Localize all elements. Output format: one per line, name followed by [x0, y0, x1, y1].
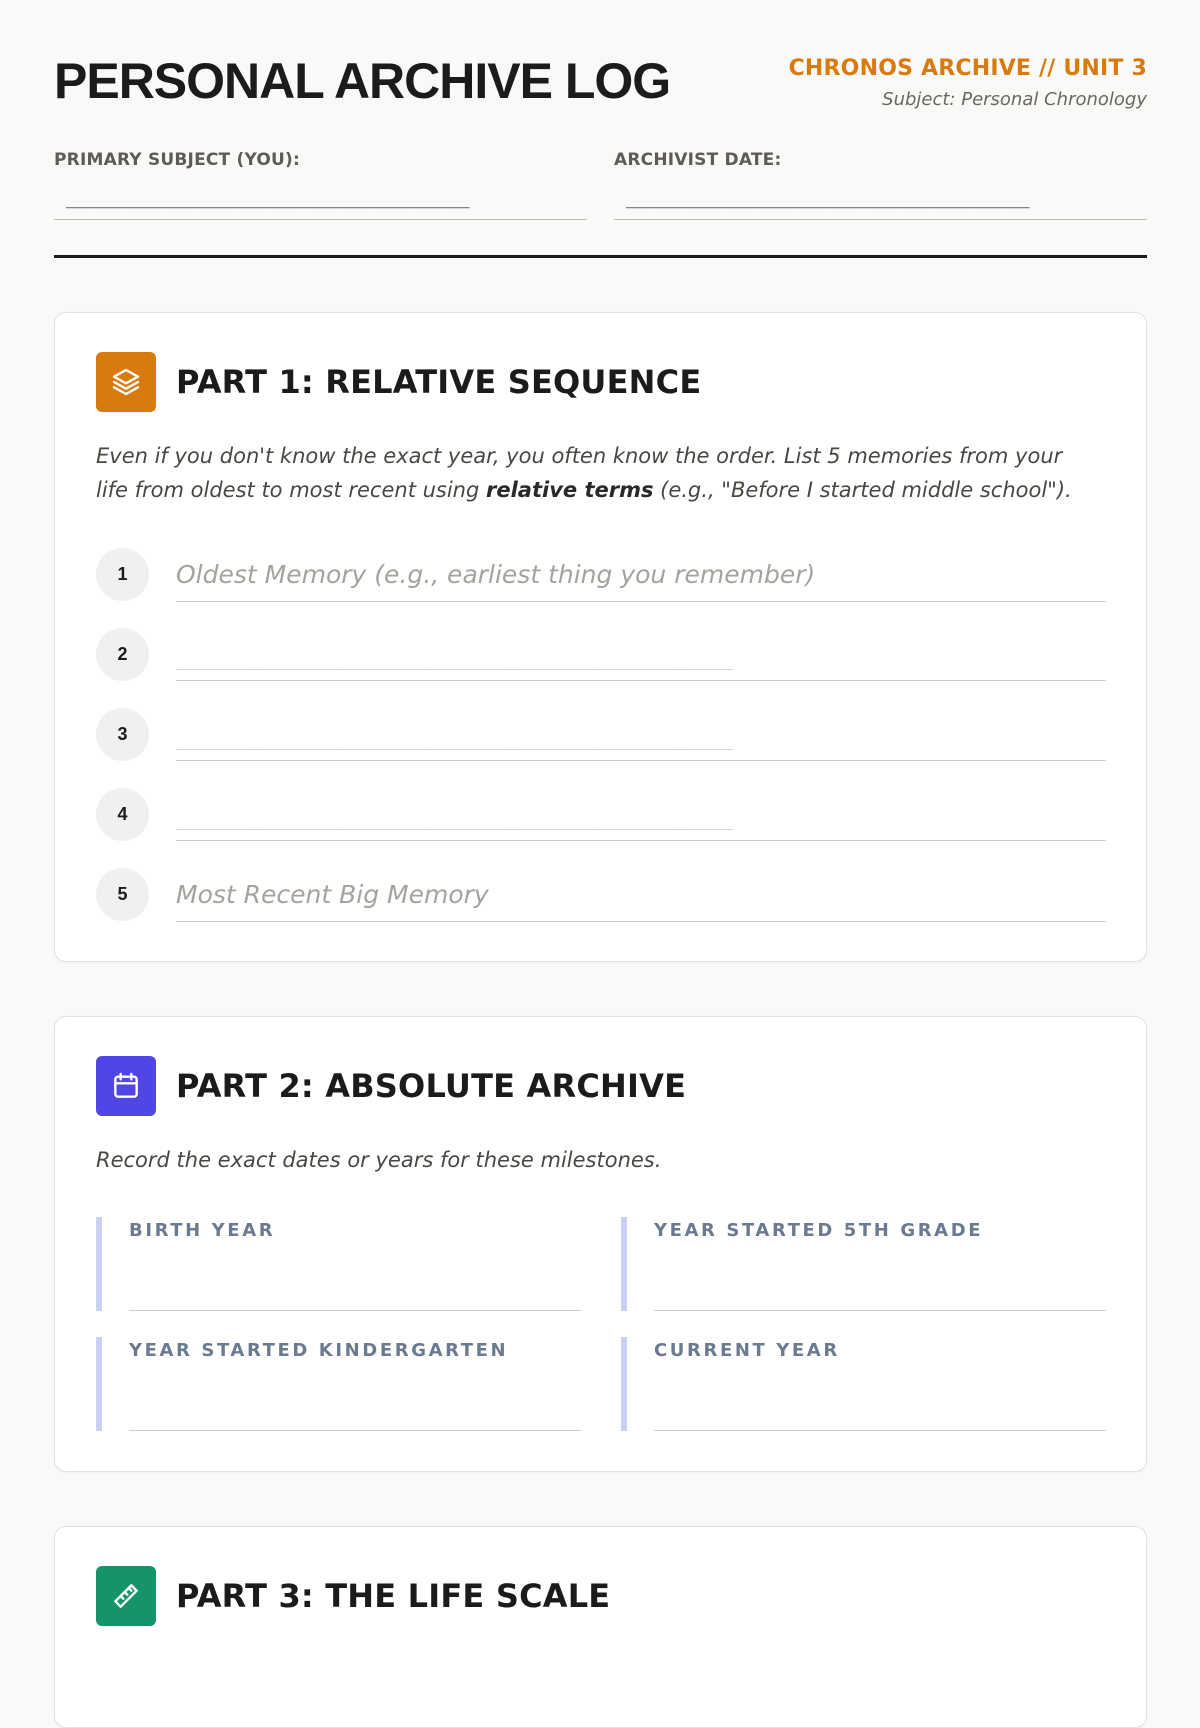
part1-instructions — [96, 439, 1096, 507]
sequence-number: 4 — [96, 788, 149, 841]
sequence-number: 2 — [96, 628, 149, 681]
birth-year-field[interactable] — [96, 1217, 586, 1311]
birth-year-input[interactable] — [129, 1310, 581, 1311]
year-5th-grade-input[interactable] — [654, 1310, 1106, 1311]
primary-subject-input[interactable]: _______________________________________ — [54, 188, 587, 220]
page-title: PERSONAL ARCHIVE LOG — [54, 53, 671, 109]
part3-card — [54, 1526, 1147, 1728]
year-5th-grade-label: YEAR STARTED 5TH GRADE — [654, 1220, 984, 1241]
part2-header — [96, 1056, 686, 1116]
part2-title: PART 2: ABSOLUTE ARCHIVE — [176, 1067, 687, 1105]
year-kindergarten-input[interactable] — [129, 1430, 581, 1431]
brand-name: CHRONOS ARCHIVE // UNIT 3 — [788, 56, 1147, 81]
layers-icon — [96, 352, 156, 412]
part1-instructions-tail: (e.g., "Before I started middle school"). — [653, 478, 1072, 502]
sequence-item-2[interactable] — [96, 628, 1106, 688]
part1-title: PART 1: RELATIVE SEQUENCE — [176, 363, 702, 401]
sequence-number: 3 — [96, 708, 149, 761]
sequence-input[interactable]: _______________________________________________________________ — [176, 628, 1106, 681]
archivist-date-field[interactable] — [614, 150, 1147, 220]
sequence-item-4[interactable] — [96, 788, 1106, 848]
current-year-field[interactable] — [621, 1337, 1111, 1431]
birth-year-label: BIRTH YEAR — [129, 1220, 276, 1241]
year-5th-grade-field[interactable] — [621, 1217, 1111, 1311]
primary-subject-label: PRIMARY SUBJECT (YOU): — [54, 150, 300, 170]
primary-subject-field[interactable] — [54, 150, 587, 220]
sequence-input[interactable]: Most Recent Big Memory — [176, 868, 1106, 922]
part1-instructions-text: Even if you don't know the exact year, you often know the order. List 5 memories from your life from oldest to most recent using — [96, 444, 1063, 502]
brand-block — [789, 56, 1147, 110]
part1-card — [54, 312, 1147, 962]
part1-header — [96, 352, 701, 412]
archivist-date-input[interactable]: _______________________________________ — [614, 188, 1147, 220]
current-year-input[interactable] — [654, 1430, 1106, 1431]
sequence-input[interactable]: Oldest Memory (e.g., earliest thing you remember) — [176, 548, 1106, 602]
archivist-date-label: ARCHIVIST DATE: — [614, 150, 782, 170]
part3-header — [96, 1566, 610, 1626]
sequence-item-1[interactable] — [96, 548, 1106, 608]
sequence-number: 5 — [96, 868, 149, 921]
sequence-input[interactable]: _______________________________________________________________ — [176, 708, 1106, 761]
sequence-item-3[interactable] — [96, 708, 1106, 768]
current-year-label: CURRENT YEAR — [654, 1340, 840, 1361]
part3-title: PART 3: THE LIFE SCALE — [176, 1577, 611, 1615]
calendar-icon — [96, 1056, 156, 1116]
header-divider — [54, 255, 1147, 258]
year-kindergarten-label: YEAR STARTED KINDERGARTEN — [129, 1340, 509, 1361]
part1-instructions-bold: relative terms — [486, 478, 654, 502]
sequence-item-5[interactable] — [96, 868, 1106, 928]
year-kindergarten-field[interactable] — [96, 1337, 586, 1431]
brand-subtitle: Subject: Personal Chronology — [882, 89, 1147, 110]
part2-instructions: Record the exact dates or years for these milestones. — [96, 1148, 662, 1172]
ruler-icon — [96, 1566, 156, 1626]
sequence-number: 1 — [96, 548, 149, 601]
sequence-input[interactable]: _______________________________________________________________ — [176, 788, 1106, 841]
part2-card — [54, 1016, 1147, 1472]
